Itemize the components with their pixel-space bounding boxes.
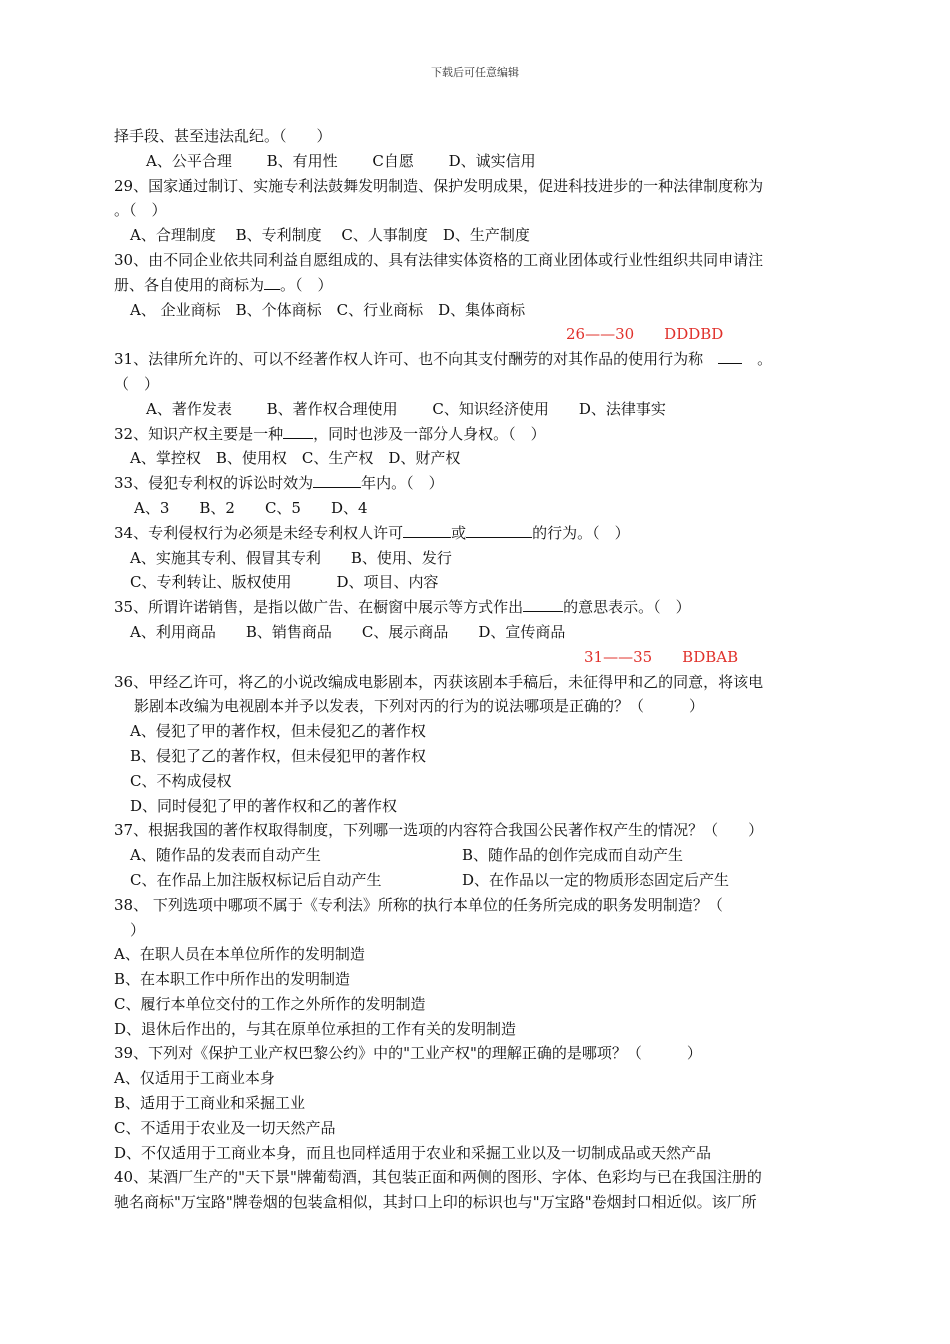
q35-blank bbox=[523, 596, 563, 612]
q38-option-b: B、在本职工作中所作出的发明制造 bbox=[114, 970, 351, 989]
question-list bbox=[114, 124, 844, 1215]
q32-options: A、掌控权 B、使用权 C、生产权 D、财产权 bbox=[130, 449, 461, 468]
q34-text-pre: 34、专利侵权行为必须是未经专利权人许可 bbox=[114, 523, 404, 542]
q38-stem-tail: ） bbox=[130, 920, 146, 939]
q34-options-ab: A、实施其专利、假冒其专利 B、使用、发行 bbox=[130, 548, 452, 567]
answer-key-31-35: 31——35 BDBAB bbox=[584, 647, 739, 666]
q31-stem-tail: （ ） bbox=[114, 374, 160, 393]
q33-options: A、3 B、2 C、5 D、4 bbox=[134, 498, 368, 517]
q30-text-post: 。（ ） bbox=[280, 275, 333, 294]
q29-options: A、合理制度 B、专利制度 C、人事制度 D、生产制度 bbox=[130, 226, 530, 245]
q34-blank-1 bbox=[403, 522, 451, 538]
q40-stem: 40、某酒厂生产的"天下景"牌葡萄酒，其包装正面和两侧的图形、字体、色彩均与已在我国注册的 bbox=[114, 1168, 762, 1187]
q34-text-mid: 或 bbox=[451, 523, 467, 542]
q34-stem bbox=[114, 521, 844, 546]
q37-options-ab bbox=[114, 843, 844, 868]
q30-options: A、 企业商标 B、个体商标 C、行业商标 D、集体商标 bbox=[130, 300, 526, 319]
q39-option-a: A、仅适用于工商业本身 bbox=[114, 1069, 275, 1088]
q36-option-b: B、侵犯了乙的著作权，但未侵犯甲的著作权 bbox=[130, 746, 427, 765]
q29-stem-tail: 。（ ） bbox=[114, 201, 167, 220]
q34-options-cd: C、专利转让、版权使用 D、项目、内容 bbox=[130, 573, 439, 592]
q32-blank bbox=[283, 423, 313, 439]
q31-blank bbox=[718, 348, 742, 364]
q30-stem: 30、由不同企业依共同利益自愿组成的、具有法律实体资格的工商业团体或行业性组织共同申请注 bbox=[114, 250, 764, 269]
q32-stem bbox=[114, 422, 844, 447]
q31-text-post: 。 bbox=[757, 350, 773, 369]
q35-stem bbox=[114, 595, 844, 620]
q39-option-d: D、不仅适用于工商业本身，而且也同样适用于农业和采掘工业以及一切制成品或天然产品 bbox=[114, 1143, 712, 1162]
q37-options-cd bbox=[114, 868, 844, 893]
q31-stem bbox=[114, 347, 844, 372]
page-header: 下载后可任意编辑 bbox=[431, 66, 519, 79]
q36-option-d: D、同时侵犯了甲的著作权和乙的著作权 bbox=[130, 796, 398, 815]
q36-option-a: A、侵犯了甲的著作权，但未侵犯乙的著作权 bbox=[130, 722, 426, 741]
q38-stem: 38、 下列选项中哪项不属于《专利法》所称的执行本单位的任务所完成的职务发明制造？（ bbox=[114, 895, 723, 914]
q38-option-a: A、在职人员在本单位所作的发明制造 bbox=[114, 945, 365, 964]
q32-text-pre: 32、知识产权主要是一种 bbox=[114, 424, 284, 443]
q33-stem bbox=[114, 471, 844, 496]
q35-text-post: 的意思表示。（ ） bbox=[563, 598, 691, 617]
q37-stem: 37、根据我国的著作权取得制度，下列哪一选项的内容符合我国公民著作权产生的情况？（ ） bbox=[114, 821, 764, 840]
q36-stem-tail: 影剧本改编为电视剧本并予以发表，下列对丙的行为的说法哪项是正确的？（ ） bbox=[134, 697, 705, 716]
q30-blank bbox=[264, 274, 280, 290]
q34-text-post: 的行为。（ ） bbox=[532, 523, 630, 542]
q30-stem-tail bbox=[114, 273, 844, 298]
q28-stem-tail: 择手段、甚至违法乱纪。（ ） bbox=[114, 127, 332, 145]
answer-key-26-30: 26——30 DDDBD bbox=[566, 325, 724, 344]
q33-text-pre: 33、侵犯专利权的诉讼时效为 bbox=[114, 474, 314, 493]
q32-text-post: ，同时也涉及一部分人身权。（ ） bbox=[313, 424, 546, 443]
q39-option-c: C、不适用于农业及一切天然产品 bbox=[114, 1118, 336, 1137]
q35-options: A、利用商品 B、销售商品 C、展示商品 D、宣传商品 bbox=[130, 622, 566, 641]
q36-stem: 36、甲经乙许可，将乙的小说改编成电影剧本，丙获该剧本手稿后，未征得甲和乙的同意，将该电 bbox=[114, 672, 764, 691]
q35-text-pre: 35、所谓许诺销售，是指以做广告、在橱窗中展示等方式作出 bbox=[114, 598, 524, 617]
q31-options: A、著作发表 B、著作权合理使用 C、知识经济使用 D、法律事实 bbox=[146, 399, 666, 418]
q34-blank-2 bbox=[466, 522, 532, 538]
q28-options: A、公平合理 B、有用性 C自愿 D、诚实信用 bbox=[146, 151, 536, 170]
q33-text-post: 年内。（ ） bbox=[361, 474, 444, 493]
q39-option-b: B、适用于工商业和采掘工业 bbox=[114, 1094, 306, 1113]
q37-option-c: C、在作品上加注版权标记后自动产生 bbox=[130, 870, 382, 889]
q37-option-b: B、随作品的创作完成而自动产生 bbox=[462, 846, 684, 865]
q38-option-c: C、履行本单位交付的工作之外所作的发明制造 bbox=[114, 994, 426, 1013]
q40-stem-cont: 驰名商标"万宝路"牌卷烟的包装盒相似，其封口上印的标识也与"万宝路"卷烟封口相近似。该厂所 bbox=[114, 1193, 757, 1212]
q37-option-a: A、随作品的发表而自动产生 bbox=[130, 846, 321, 865]
q36-option-c: C、不构成侵权 bbox=[130, 771, 232, 790]
q37-option-d: D、在作品以一定的物质形态固定后产生 bbox=[462, 870, 730, 889]
q33-blank bbox=[313, 472, 361, 488]
q39-stem: 39、下列对《保护工业产权巴黎公约》中的"工业产权"的理解正确的是哪项？（ ） bbox=[114, 1044, 702, 1063]
q31-text-pre: 31、法律所允许的、可以不经著作权人许可、也不向其支付酬劳的对其作品的使用行为称 bbox=[114, 350, 704, 369]
q30-text-pre: 册、各自使用的商标为 bbox=[114, 275, 265, 294]
q38-option-d: D、退休后作出的，与其在原单位承担的工作有关的发明制造 bbox=[114, 1019, 517, 1038]
q29-stem: 29、国家通过制订、实施专利法鼓舞发明制造、保护发明成果，促进科技进步的一种法律制度称为 bbox=[114, 176, 764, 195]
